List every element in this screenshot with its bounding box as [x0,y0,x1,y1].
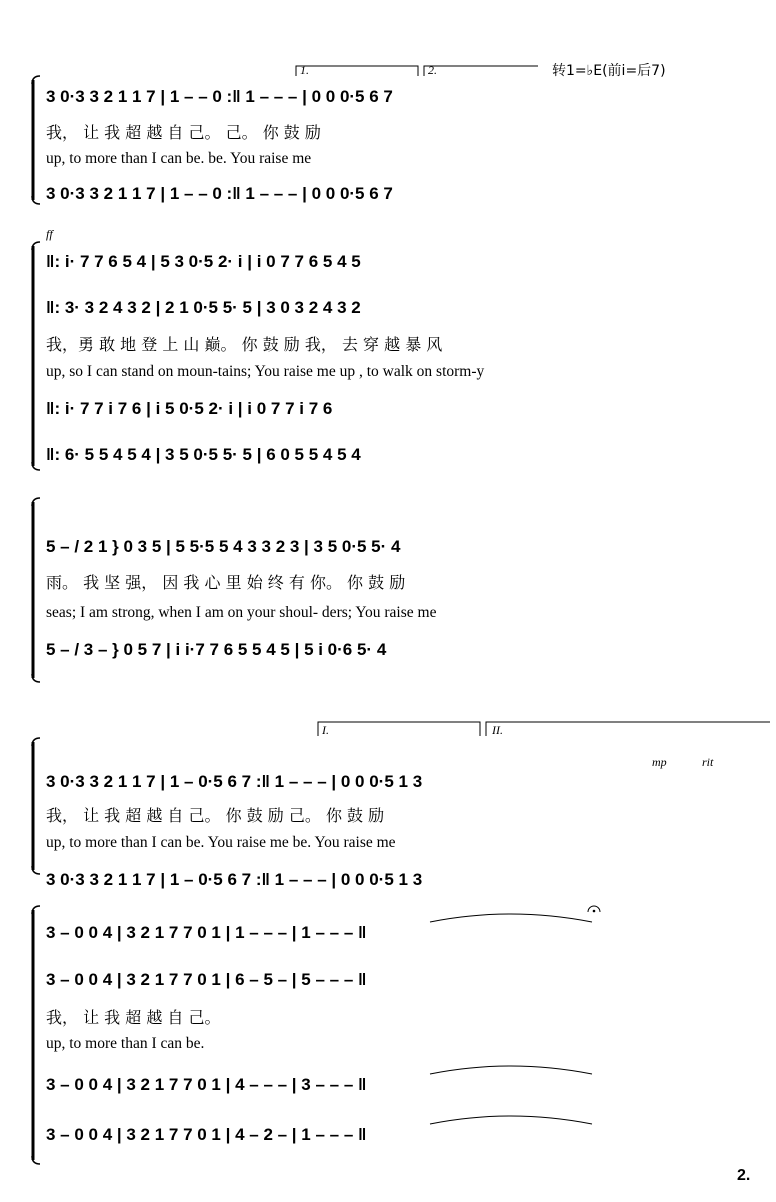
system-5-lyrics-en: up, to more than I can be. [46,1035,205,1052]
volta-first-a: 1. [300,63,309,77]
system-5 [32,906,600,1164]
system-5-lyrics-cn: 我， 让 我 超 越 自 己。 [46,1008,221,1027]
volta-first-b: I. [322,723,329,737]
volta-second-a: 2. [428,63,437,77]
system-4 [32,738,422,889]
system-1-voice-2: 3 0·3 3 2 1 1 7 | 1 – – 0 :‖ 1 – – – | 0 0 0·5 6 7 [46,184,393,203]
system-2-voice-4: ‖: 6· 5 5 4 5 4 | 3 5 0·5 5· 5 | 6 0 5 5 4 5 4 [46,445,361,464]
system-3-lyrics-en: seas; I am strong, when I am on your shoul- ders; You raise me [46,604,437,621]
system-2 [32,242,485,470]
system-1-lyrics-cn: 我， 让 我 超 越 自 己。 己。 你 鼓 励 [46,123,321,142]
dynamic-rit: rit [702,755,714,769]
system-3-voice-1: 5 – / 2 1 } 0 3 5 | 5 5·5 5 4 3 3 2 3 | 3 5 0·5 5· 4 [46,537,401,556]
volta-second-b: II. [492,723,503,737]
page-number: 2. [737,1167,751,1184]
system-4-lyrics-cn: 我， 让 我 超 越 自 己。 你 鼓 励 己。 你 鼓 励 [46,806,385,825]
system-5-voice-4: 3 – 0 0 4 | 3 2 1 7 7 0 1 | 4 – 2 – | 1 – – – ‖ [46,1125,367,1144]
system-2-lyrics-en: up, so I can stand on moun-tains; You raise me up , to walk on storm-y [46,363,485,380]
system-2-lyrics-cn: 我，勇 敢 地 登 上 山 巅。 你 鼓 励 我， 去 穿 越 暴 风 [46,335,443,354]
system-2-voice-1: ‖: i· 7 7 6 5 4 | 5 3 0·5 2· i | i 0 7 7 6 5 4 5 [46,252,361,271]
system-4-voice-1: 3 0·3 3 2 1 1 7 | 1 – 0·5 6 7 :‖ 1 – – – | 0 0 0·5 1 3 [46,772,423,791]
system-1 [32,76,393,204]
system-4-lyrics-en: up, to more than I can be. You raise me be. You raise me [46,834,396,851]
dynamic-mp: mp [652,755,667,769]
system-1-voice-1: 3 0·3 3 2 1 1 7 | 1 – – 0 :‖ 1 – – – | 0 0 0·5 6 7 [46,87,393,106]
system-2-voice-2: ‖: 3· 3 2 4 3 2 | 2 1 0·5 5· 5 | 3 0 3 2 4 3 2 [46,298,361,317]
system-5-voice-1: 3 – 0 0 4 | 3 2 1 7 7 0 1 | 1 – – – | 1 – – – ‖ [46,923,367,942]
system-1-lyrics-en: up, to more than I can be. be. You raise me [46,150,312,167]
system-3-lyrics-cn: 雨。 我 坚 强， 因 我 心 里 始 终 有 你。 你 鼓 励 [46,573,406,592]
system-3-voice-2: 5 – / 3 – } 0 5 7 | i i·7 7 6 5 5 4 5 | 5 i 0·6 5· 4 [46,640,387,659]
system-2-voice-3: ‖: i· 7 7 i 7 6 | i 5 0·5 2· i | i 0 7 7 i 7 6 [46,399,333,418]
system-4-voice-2: 3 0·3 3 2 1 1 7 | 1 – 0·5 6 7 :‖ 1 – – – | 0 0 0·5 1 3 [46,870,423,889]
dynamic-ff: ff [46,227,53,241]
system-5-voice-2: 3 – 0 0 4 | 3 2 1 7 7 0 1 | 6 – 5 – | 5 – – – ‖ [46,970,367,989]
system-3 [32,498,437,682]
key-change: 转1=♭E(前i=后7) [552,63,666,79]
system-5-voice-3: 3 – 0 0 4 | 3 2 1 7 7 0 1 | 4 – – – | 3 – – – ‖ [46,1075,367,1094]
